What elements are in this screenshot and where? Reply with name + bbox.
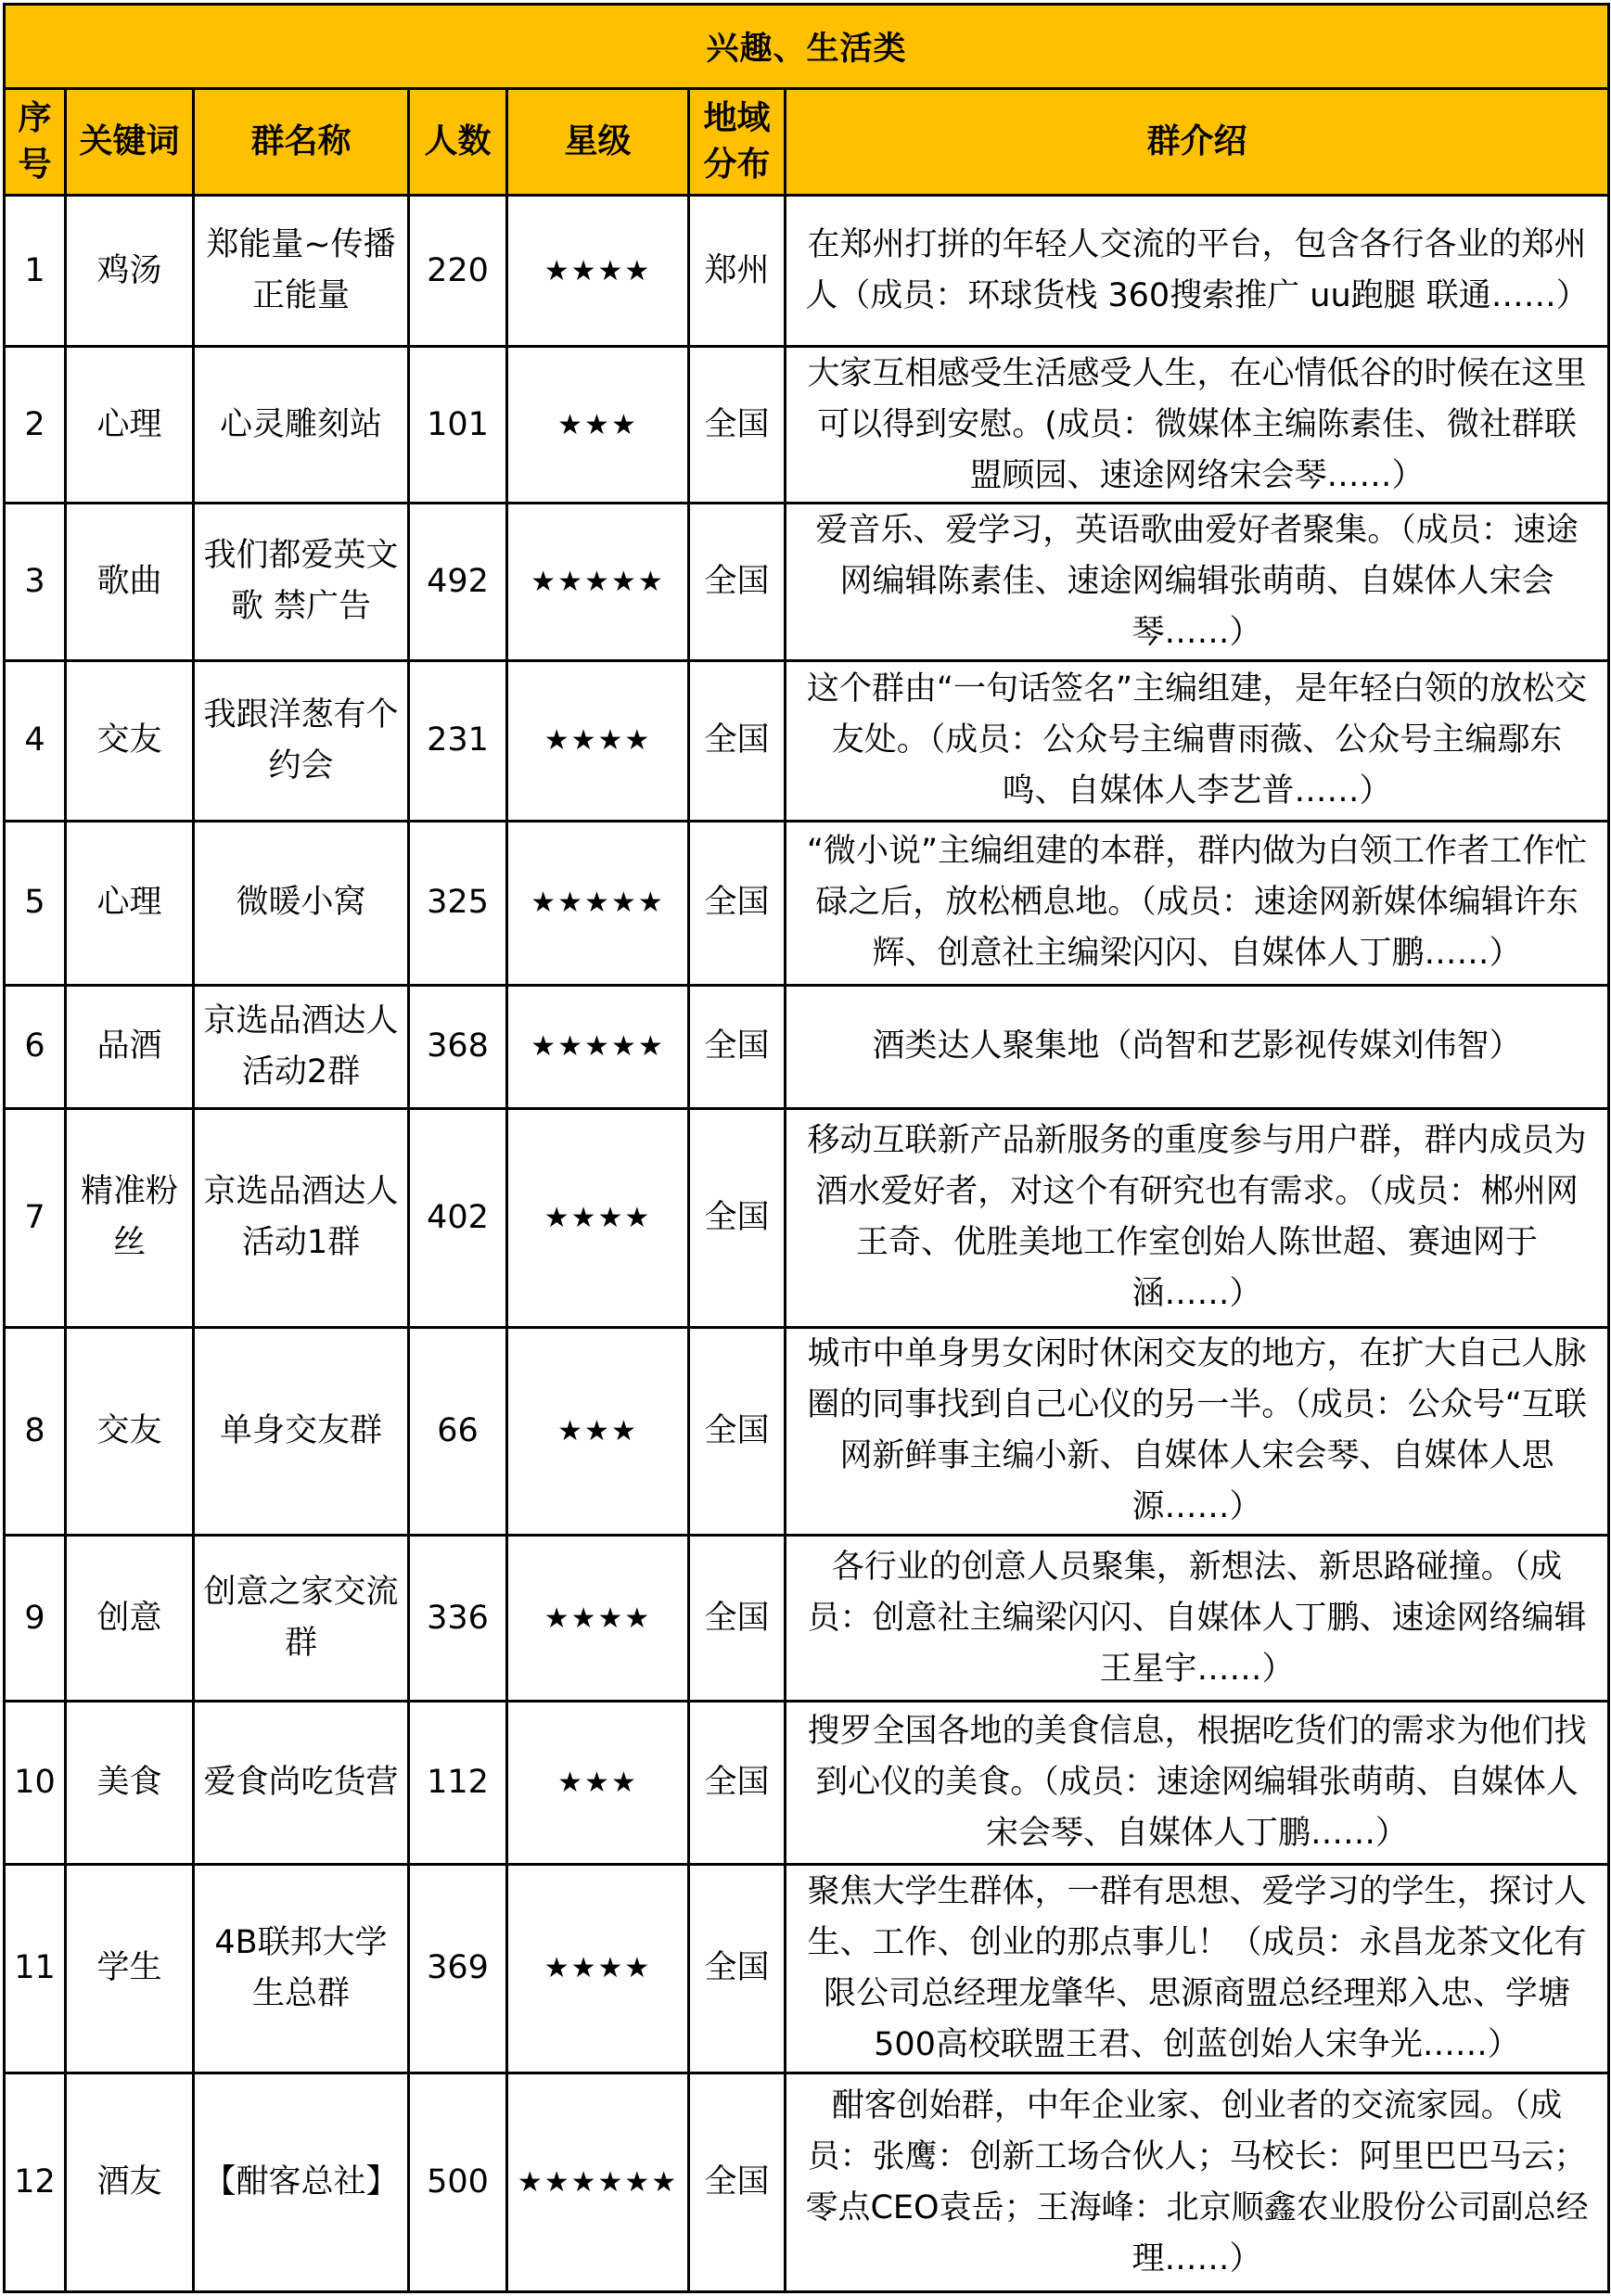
- cell-keyword: 美食: [66, 1702, 194, 1864]
- table-row: [5, 1536, 1609, 1702]
- table-row: [5, 660, 1609, 821]
- cell-stars: ★★★★: [507, 1536, 689, 1702]
- cell-intro: 酒类达人聚集地（尚智和艺影视传媒刘伟智）: [786, 985, 1609, 1108]
- cell-keyword: 精准粉丝: [66, 1108, 194, 1327]
- cell-stars: ★★★★★★: [507, 2073, 689, 2292]
- cell-region: 全国: [689, 821, 786, 985]
- cell-index: 10: [5, 1702, 66, 1864]
- cell-name: 微暖小窝: [194, 821, 409, 985]
- cell-name: 爱食尚吃货营: [194, 1702, 409, 1864]
- header-count: 人数: [409, 89, 507, 196]
- cell-name: 我们都爱英文歌 禁广告: [194, 504, 409, 660]
- cell-keyword: 交友: [66, 1327, 194, 1536]
- cell-count: 325: [409, 821, 507, 985]
- table-row: [5, 1327, 1609, 1536]
- cell-stars: ★★★★★: [507, 821, 689, 985]
- cell-index: 12: [5, 2073, 66, 2292]
- cell-stars: ★★★★: [507, 1864, 689, 2073]
- cell-stars: ★★★★★: [507, 985, 689, 1108]
- cell-intro: 聚焦大学生群体，一群有思想、爱学习的学生，探讨人生、工作、创业的那点事儿！（成员：永昌龙茶文化有限公司总经理龙肇华、思源商盟总经理郑入忠、学塘500高校联盟王君、创蓝创始人宋争光……）: [786, 1864, 1609, 2073]
- cell-intro: 移动互联新产品新服务的重度参与用户群，群内成员为酒水爱好者，对这个有研究也有需求。（成员：郴州网王奇、优胜美地工作室创始人陈世超、赛迪网于涵……）: [786, 1108, 1609, 1327]
- cell-name: 4B联邦大学生总群: [194, 1864, 409, 2073]
- cell-intro: 酣客创始群，中年企业家、创业者的交流家园。（成员：张鹰：创新工场合伙人；马校长：阿里巴巴马云；零点CEO袁岳；王海峰：北京顺鑫农业股份公司副总经理……）: [786, 2073, 1609, 2292]
- table-row: [5, 347, 1609, 504]
- cell-keyword: 鸡汤: [66, 196, 194, 347]
- header-index: 序号: [5, 89, 66, 196]
- cell-intro: 这个群由“一句话签名”主编组建，是年轻白领的放松交友处。（成员：公众号主编曹雨薇、公众号主编鄢东鸣、自媒体人李艺普……）: [786, 660, 1609, 821]
- header-keyword: 关键词: [66, 89, 194, 196]
- header-region: 地域分布: [689, 89, 786, 196]
- cell-region: 全国: [689, 1864, 786, 2073]
- cell-intro: 爱音乐、爱学习，英语歌曲爱好者聚集。（成员：速途网编辑陈素佳、速途网编辑张萌萌、自媒体人宋会琴……）: [786, 504, 1609, 660]
- cell-keyword: 酒友: [66, 2073, 194, 2292]
- cell-region: 全国: [689, 1536, 786, 1702]
- cell-intro: 搜罗全国各地的美食信息，根据吃货们的需求为他们找到心仪的美食。（成员：速途网编辑张萌萌、自媒体人宋会琴、自媒体人丁鹏……）: [786, 1702, 1609, 1864]
- cell-index: 9: [5, 1536, 66, 1702]
- cell-intro: 城市中单身男女闲时休闲交友的地方，在扩大自己人脉圈的同事找到自己心仪的另一半。（成员：公众号“互联网新鲜事主编小新、自媒体人宋会琴、自媒体人思源……）: [786, 1327, 1609, 1536]
- cell-count: 402: [409, 1108, 507, 1327]
- cell-name: 单身交友群: [194, 1327, 409, 1536]
- table-row: [5, 1864, 1609, 2073]
- cell-stars: ★★★: [507, 347, 689, 504]
- cell-count: 220: [409, 196, 507, 347]
- cell-name: 我跟洋葱有个约会: [194, 660, 409, 821]
- cell-count: 500: [409, 2073, 507, 2292]
- cell-region: 全国: [689, 504, 786, 660]
- table-row: [5, 504, 1609, 660]
- header-name: 群名称: [194, 89, 409, 196]
- cell-count: 112: [409, 1702, 507, 1864]
- cell-count: 101: [409, 347, 507, 504]
- cell-stars: ★★★: [507, 1327, 689, 1536]
- cell-stars: ★★★: [507, 1702, 689, 1864]
- cell-region: 全国: [689, 660, 786, 821]
- cell-keyword: 学生: [66, 1864, 194, 2073]
- cell-name: 京选品酒达人活动2群: [194, 985, 409, 1108]
- cell-region: 全国: [689, 1327, 786, 1536]
- cell-index: 7: [5, 1108, 66, 1327]
- cell-index: 6: [5, 985, 66, 1108]
- groups-table: [3, 3, 1610, 2293]
- cell-intro: 各行业的创意人员聚集，新想法、新思路碰撞。（成员：创意社主编梁闪闪、自媒体人丁鹏、速途网络编辑王星宇……）: [786, 1536, 1609, 1702]
- cell-region: 全国: [689, 1702, 786, 1864]
- cell-keyword: 交友: [66, 660, 194, 821]
- table-row: [5, 196, 1609, 347]
- cell-count: 492: [409, 504, 507, 660]
- cell-name: 创意之家交流群: [194, 1536, 409, 1702]
- cell-count: 369: [409, 1864, 507, 2073]
- cell-keyword: 品酒: [66, 985, 194, 1108]
- cell-intro: 在郑州打拼的年轻人交流的平台，包含各行各业的郑州人（成员：环球货栈 360搜索推广 uu跑腿 联通……）: [786, 196, 1609, 347]
- cell-keyword: 心理: [66, 821, 194, 985]
- table-row: [5, 2073, 1609, 2292]
- cell-region: 全国: [689, 1108, 786, 1327]
- header-stars: 星级: [507, 89, 689, 196]
- cell-stars: ★★★★★: [507, 504, 689, 660]
- cell-index: 5: [5, 821, 66, 985]
- cell-name: 【酣客总社】: [194, 2073, 409, 2292]
- cell-index: 4: [5, 660, 66, 821]
- cell-keyword: 创意: [66, 1536, 194, 1702]
- cell-count: 66: [409, 1327, 507, 1536]
- table-row: [5, 1702, 1609, 1864]
- cell-keyword: 心理: [66, 347, 194, 504]
- table-title: 兴趣、生活类: [5, 5, 1609, 89]
- cell-region: 郑州: [689, 196, 786, 347]
- cell-index: 8: [5, 1327, 66, 1536]
- header-intro: 群介绍: [786, 89, 1609, 196]
- cell-name: 心灵雕刻站: [194, 347, 409, 504]
- cell-stars: ★★★★: [507, 196, 689, 347]
- cell-index: 11: [5, 1864, 66, 2073]
- cell-name: 郑能量~传播正能量: [194, 196, 409, 347]
- table-row: [5, 985, 1609, 1108]
- cell-intro: “微小说”主编组建的本群，群内做为白领工作者工作忙碌之后，放松栖息地。（成员：速途网新媒体编辑许东辉、创意社主编梁闪闪、自媒体人丁鹏……）: [786, 821, 1609, 985]
- cell-index: 1: [5, 196, 66, 347]
- cell-stars: ★★★★: [507, 1108, 689, 1327]
- cell-region: 全国: [689, 347, 786, 504]
- table-row: [5, 821, 1609, 985]
- cell-count: 336: [409, 1536, 507, 1702]
- cell-count: 231: [409, 660, 507, 821]
- cell-region: 全国: [689, 2073, 786, 2292]
- table-row: [5, 1108, 1609, 1327]
- cell-index: 3: [5, 504, 66, 660]
- cell-region: 全国: [689, 985, 786, 1108]
- cell-keyword: 歌曲: [66, 504, 194, 660]
- cell-intro: 大家互相感受生活感受人生，在心情低谷的时候在这里可以得到安慰。(成员：微媒体主编陈素佳、微社群联盟顾园、速途网络宋会琴……）: [786, 347, 1609, 504]
- cell-count: 368: [409, 985, 507, 1108]
- cell-stars: ★★★★: [507, 660, 689, 821]
- cell-name: 京选品酒达人活动1群: [194, 1108, 409, 1327]
- cell-index: 2: [5, 347, 66, 504]
